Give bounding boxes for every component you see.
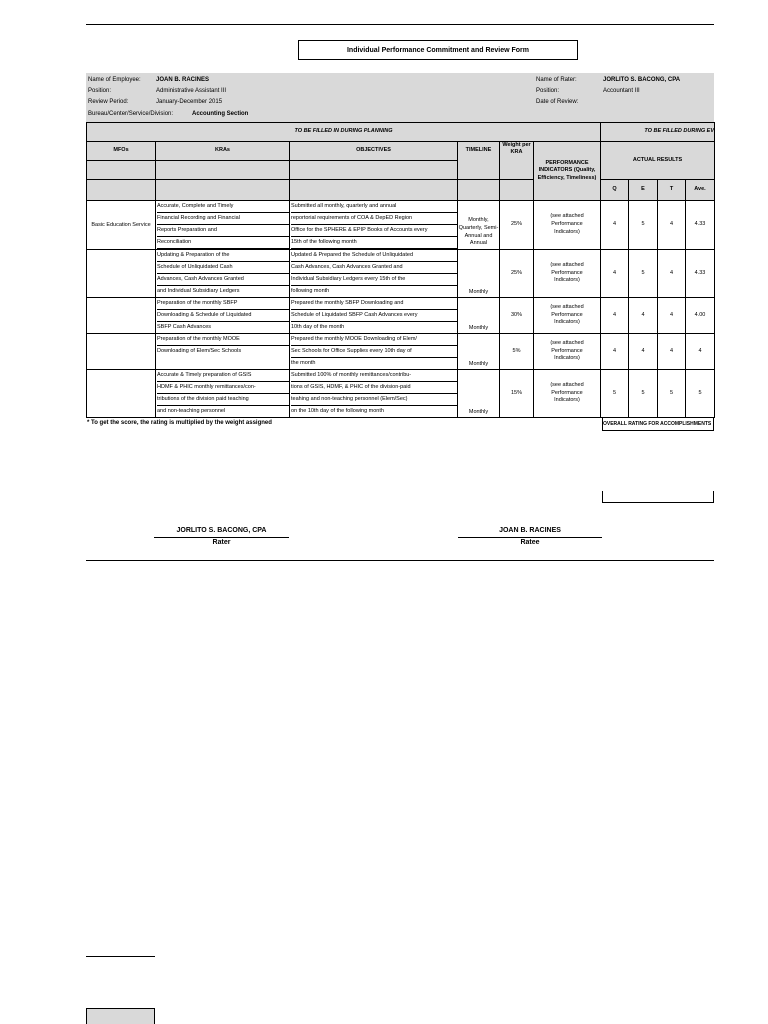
objective-line: tions of GSIS, HDMF, & PHIC of the division-paid: [291, 382, 457, 394]
objective-line: Schedule of Liquidated SBFP Cash Advances every: [291, 310, 457, 322]
kra-line: Downloading of Elem/Sec Schools: [157, 348, 242, 354]
objectives-subheader: [290, 161, 458, 180]
rater-role: Rater: [212, 539, 231, 546]
mfo-cell: Basic Education Service: [87, 201, 156, 250]
evaluation-header: TO BE FILLED DURING EV: [601, 123, 715, 142]
q-score: 4: [601, 298, 629, 334]
kra-cell: [156, 370, 290, 418]
objective-line: Cash Advances, Cash Advances Granted and: [291, 262, 457, 274]
objective-line: reportorial requirements of COA & DepED Region: [291, 213, 457, 225]
kra-line: Advances, Cash Advances Granted: [157, 274, 289, 286]
objective-line: Submitted 100% of monthly remittances/contribu-: [291, 370, 457, 382]
kra-cell: [156, 250, 290, 298]
objective-line: Prepared the monthly SBFP Downloading and: [291, 298, 457, 310]
review-date-label: Date of Review:: [536, 99, 579, 105]
ratee-signature-name: JOAN B. RACINES: [499, 527, 561, 534]
indicator-cell: (see attached Performance Indicators): [534, 334, 601, 370]
timeline-cell: Monthly: [458, 298, 500, 334]
ave-score: 4.00: [686, 298, 715, 334]
kra-cell: [156, 298, 290, 334]
bottom-rule: [86, 560, 714, 561]
kras-subheader: [156, 180, 290, 201]
top-rule: [86, 24, 714, 25]
t-header: T: [658, 180, 686, 201]
bureau-label: Bureau/Center/Service/Division:: [88, 111, 174, 117]
table-row: [87, 298, 715, 334]
kra-line: Preparation of the monthly SBFP: [157, 298, 289, 310]
timeline-header: TIMELINE: [458, 142, 500, 180]
objective-line: Updated & Prepared the Schedule of Unliquidated: [291, 250, 457, 262]
ave-score: 5: [686, 370, 715, 418]
mfo-cell: [87, 298, 156, 334]
employee-position: Administrative Assistant III: [156, 88, 227, 94]
rater-name-label: Name of Rater:: [536, 77, 577, 83]
mfos-subheader: [87, 161, 156, 180]
e-header: E: [629, 180, 658, 201]
t-score: 4: [658, 298, 686, 334]
objective-cell: [290, 298, 458, 334]
rater-signature-name: JORLITO S. BACONG, CPA: [176, 527, 267, 534]
employee-name: JOAN B. RACINES: [156, 77, 210, 83]
kra-line: Financial Recording and Financial: [157, 213, 289, 225]
kra-line: SBFP Cash Advances: [157, 324, 212, 330]
table-row: [87, 250, 715, 298]
table-row: [87, 334, 715, 370]
e-score: 5: [629, 250, 658, 298]
planning-header: TO BE FILLED IN DURING PLANNING: [87, 123, 601, 142]
review-period: January-December 2015: [156, 99, 223, 105]
rater-name: JORLITO S. BACONG, CPA: [603, 77, 681, 83]
kra-line: Accurate & Timely preparation of GSIS: [157, 370, 289, 382]
kra-line: HDMF & PHIC monthly remittances/con-: [157, 382, 289, 394]
indicators-header: PERFORMANCE INDICATORS (Quality, Efficiency, Timeliness): [534, 142, 601, 201]
objective-line: on the 10th day of the following month: [291, 408, 384, 414]
q-score: 4: [601, 334, 629, 370]
t-score: 4: [658, 334, 686, 370]
indicator-cell: (see attached Performance Indicators): [534, 201, 601, 250]
t-score: 4: [658, 250, 686, 298]
weight-cell: 5%: [500, 334, 534, 370]
bureau-value: Accounting Section: [192, 111, 249, 117]
weight-subheader: [500, 180, 534, 201]
mfos-subheader: [87, 180, 156, 201]
e-score: 4: [629, 298, 658, 334]
objective-line: following month: [291, 288, 330, 294]
timeline-cell: Monthly: [458, 370, 500, 418]
timeline-cell: Monthly: [458, 250, 500, 298]
mfo-cell: [87, 370, 156, 418]
weight-header: Weight per KRA: [500, 142, 534, 180]
kra-cell: [156, 201, 290, 250]
e-score: 5: [629, 201, 658, 250]
kra-line: Updating & Preparation of the: [157, 250, 289, 262]
kra-line: Schedule of Unliquidated Cash: [157, 262, 289, 274]
q-score: 5: [601, 370, 629, 418]
indicator-cell: (see attached Performance Indicators): [534, 250, 601, 298]
ave-score: 4.33: [686, 201, 715, 250]
employee-name-label: Name of Employee:: [88, 77, 141, 83]
kras-subheader: [156, 161, 290, 180]
objective-line: 15th of the following month: [291, 237, 457, 249]
weight-cell: 30%: [500, 298, 534, 334]
objective-cell: [290, 334, 458, 370]
timeline-subheader: [458, 180, 500, 201]
overall-rating-label: OVERALL RATING FOR ACCOMPLISHMENTS: [602, 417, 714, 431]
table-row: [87, 370, 715, 418]
objectives-header: OBJECTIVES: [290, 142, 458, 161]
rater-signature-line: [154, 537, 289, 538]
objective-cell: [290, 250, 458, 298]
kra-cell: [156, 334, 290, 370]
ratee-signature-line: [458, 537, 602, 538]
objective-line: Individual Subsidiary Ledgers every 15th of the: [291, 274, 457, 286]
objective-line: Office for the SPHERE & EPIP Books of Accounts every: [291, 225, 457, 237]
kra-line: and non-teaching personnel: [157, 408, 226, 414]
kras-header: KRAs: [156, 142, 290, 161]
kra-line: Downloading & Schedule of Liquidated: [157, 310, 289, 322]
actual-results-header: ACTUAL RESULTS: [601, 142, 715, 180]
gray-cell: [86, 1008, 155, 1024]
weight-cell: 25%: [500, 201, 534, 250]
mfo-cell: [87, 334, 156, 370]
objective-line: Sec Schools for Office Supplies every 10th day of: [291, 346, 457, 358]
kra-line: Accurate, Complete and Timely: [157, 201, 289, 213]
weight-cell: 15%: [500, 370, 534, 418]
table-row: [87, 201, 715, 250]
form-title: Individual Performance Commitment and Review Form: [298, 40, 578, 60]
objectives-subheader: [290, 180, 458, 201]
rater-position-label: Position:: [536, 88, 560, 94]
mfos-header: MFOs: [87, 142, 156, 161]
q-score: 4: [601, 250, 629, 298]
mfo-cell: [87, 250, 156, 298]
objective-line: Prepared the monthly MOOE Downloading of Elem/: [291, 334, 457, 346]
kra-line: tributions of the division paid teaching: [157, 394, 289, 406]
short-rule: [86, 956, 155, 957]
timeline-cell: Monthly, Quarterly, Semi-Annual and Annual: [458, 201, 500, 250]
kra-line: Reconciliation: [157, 237, 289, 249]
objective-line: Submitted all monthly, quarterly and annual: [291, 201, 457, 213]
t-score: 5: [658, 370, 686, 418]
ratee-role: Ratee: [520, 539, 540, 546]
kra-line: Preparation of the monthly MOOE: [157, 334, 289, 346]
timeline-cell: Monthly: [458, 334, 500, 370]
kra-line: and Individual Subsidiary Ledgers: [157, 288, 240, 294]
ave-header: Ave.: [686, 180, 715, 201]
q-header: Q: [601, 180, 629, 201]
indicator-cell: (see attached Performance Indicators): [534, 298, 601, 334]
score-footnote: * To get the score, the rating is multiplied by the weight assigned: [87, 420, 272, 426]
ave-score: 4.33: [686, 250, 715, 298]
objective-cell: [290, 370, 458, 418]
review-period-label: Review Period:: [88, 99, 129, 105]
overall-rating-box: [602, 491, 714, 503]
t-score: 4: [658, 201, 686, 250]
ave-score: 4: [686, 334, 715, 370]
employee-position-label: Position:: [88, 88, 112, 94]
indicator-cell: (see attached Performance Indicators): [534, 370, 601, 418]
rater-position: Accountant III: [603, 88, 640, 94]
e-score: 5: [629, 370, 658, 418]
weight-cell: 25%: [500, 250, 534, 298]
performance-table: [86, 122, 715, 418]
kra-line: Reports Preparation and: [157, 225, 289, 237]
e-score: 4: [629, 334, 658, 370]
objective-line: teahing and non-teaching personnel (Elem/Sec): [291, 394, 457, 406]
objective-cell: [290, 201, 458, 250]
objective-line: the month: [291, 360, 316, 366]
q-score: 4: [601, 201, 629, 250]
objective-line: 10th day of the month: [291, 324, 345, 330]
